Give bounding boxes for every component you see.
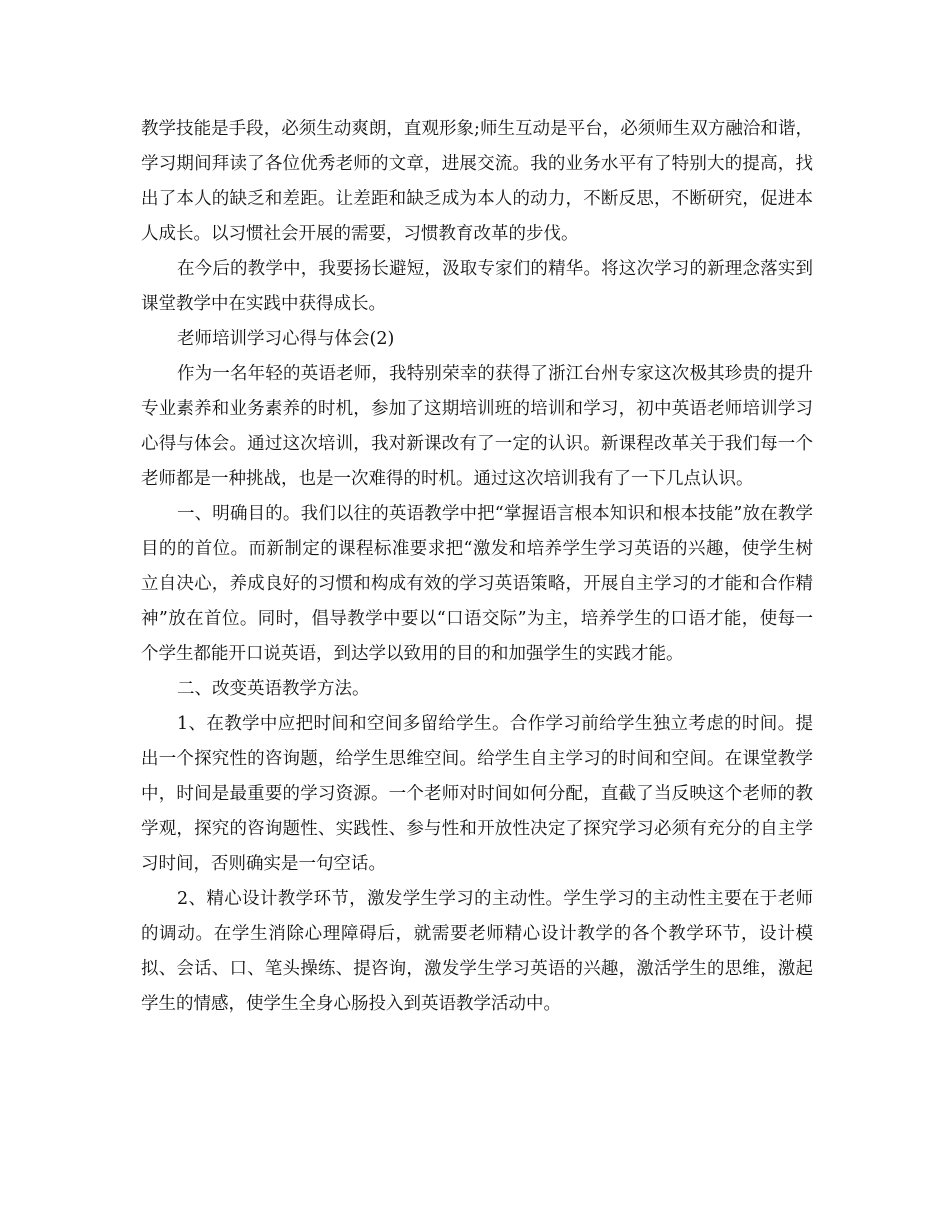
document-body — [141, 112, 813, 1022]
paragraph: 教学技能是手段，必须生动爽朗，直观形象;师生互动是平台，必须师生双方融洽和谐，学习期间拜读了各位优秀老师的文章，进展交流。我的业务水平有了特别大的提高，找出了本人的缺乏和差距。让差距和缺乏成为本人的动力，不断反思，不断研究，促进本人成长。以习惯社会开展的需要，习惯教育改革的步伐。 — [141, 119, 813, 244]
paragraph: 一、明确目的。我们以往的英语教学中把“掌握语言根本知识和根本技能”放在教学目的的首位。而新制定的课程标准要求把“激发和培养学生学习英语的兴趣，使学生树立自决心，养成良好的习惯和构成有效的学习英语策略，开展自主学习的才能和合作精神”放在首位。同时，倡导教学中要以“口语交际”为主，培养学生的口语才能，使每一个学生都能开口说英语，到达学以致用的目的和加强学生的实践才能。 — [141, 504, 813, 664]
paragraph: 2、精心设计教学环节，激发学生学习的主动性。学生学习的主动性主要在于老师的调动。在学生消除心理障碍后，就需要老师精心设计教学的各个教学环节，设计模拟、会话、口、笔头操练、提咨询，激发学生学习英语的兴趣，激活学生的思维，激起学生的情感，使学生全身心肠投入到英语教学活动中。 — [141, 889, 813, 1014]
section-heading: 老师培训学习心得与体会(2) — [177, 329, 395, 349]
subheading: 二、改变英语教学方法。 — [177, 679, 370, 699]
paragraph: 在今后的教学中，我要扬长避短，汲取专家们的精华。将这次学习的新理念落实到课堂教学中在实践中获得成长。 — [141, 259, 813, 314]
paragraph: 1、在教学中应把时间和空间多留给学生。合作学习前给学生独立考虑的时间。提出一个探究性的咨询题，给学生思维空间。给学生自主学习的时间和空间。在课堂教学中，时间是最重要的学习资源。一个老师对时间如何分配，直截了当反映这个老师的教学观，探究的咨询题性、实践性、参与性和开放性决定了探究学习必须有充分的自主学习时间，否则确实是一句空话。 — [141, 714, 813, 874]
paragraph: 作为一名年轻的英语老师，我特别荣幸的获得了浙江台州专家这次极其珍贵的提升专业素养和业务素养的时机，参加了这期培训班的培训和学习，初中英语老师培训学习心得与体会。通过这次培训，我对新课改有了一定的认识。新课程改革关于我们每一个老师都是一种挑战，也是一次难得的时机。通过这次培训我有了一下几点认识。 — [141, 364, 813, 489]
